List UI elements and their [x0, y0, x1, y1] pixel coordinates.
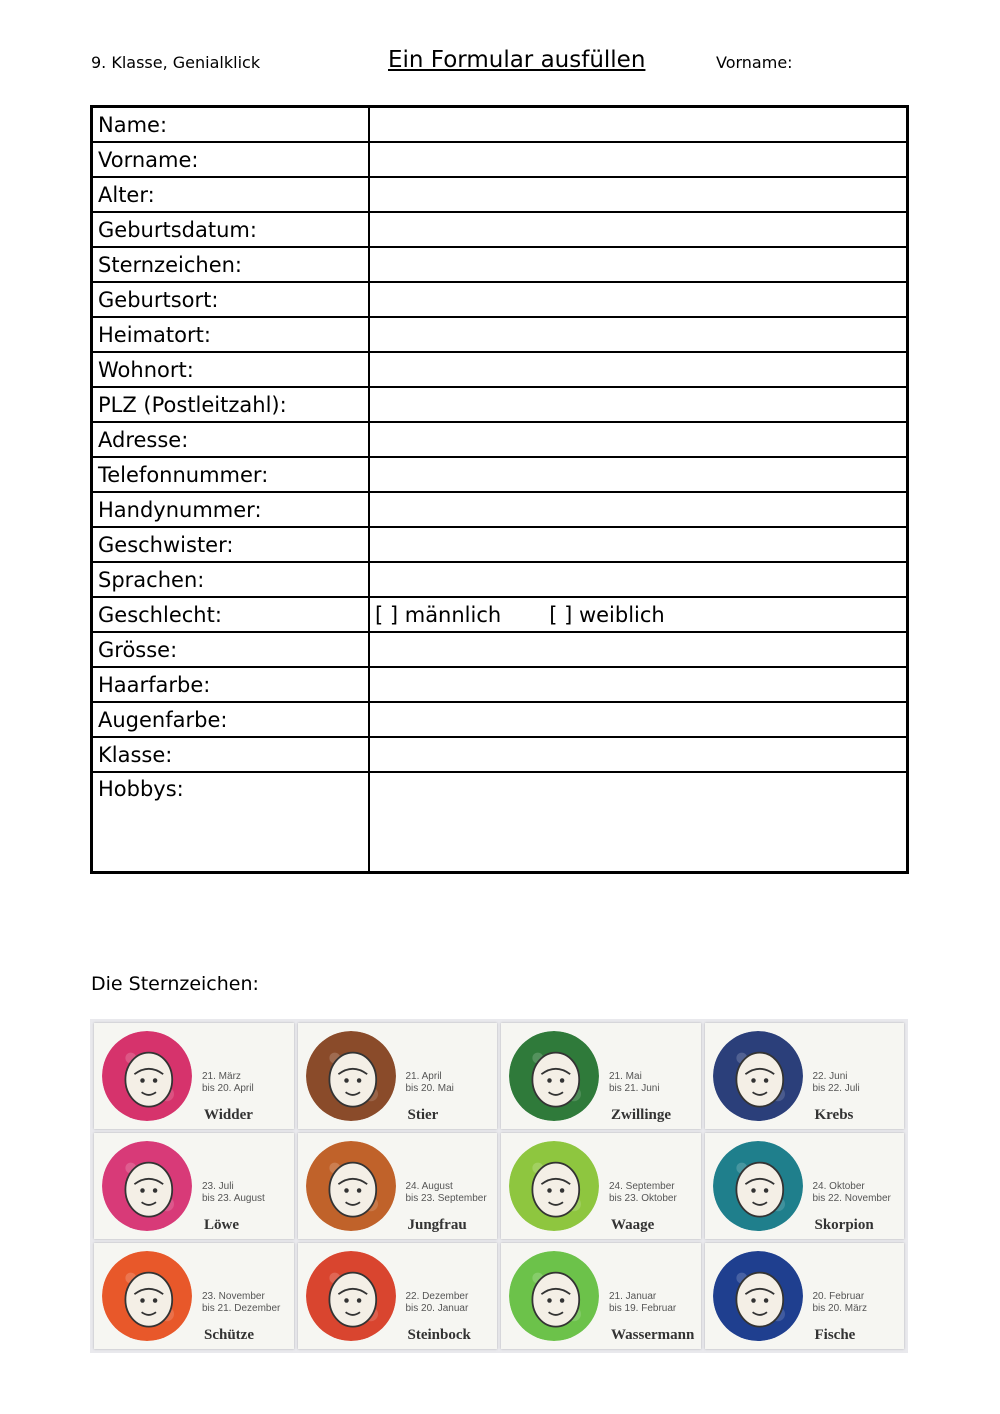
- zodiac-from: 24. Oktober: [812, 1181, 865, 1192]
- field-label: Geschlecht:: [92, 597, 370, 632]
- zodiac-name: Schütze: [204, 1327, 254, 1343]
- crab-icon: [713, 1031, 803, 1121]
- zodiac-to: bis 22. November: [812, 1192, 891, 1204]
- waterbearer-icon: [509, 1251, 599, 1341]
- zodiac-dates: [406, 1181, 487, 1204]
- zodiac-name: Widder: [204, 1107, 253, 1123]
- zodiac-to: bis 21. Juni: [609, 1082, 660, 1094]
- zodiac-card: [705, 1243, 905, 1349]
- form-row: [92, 492, 908, 527]
- zodiac-name: Zwillinge: [611, 1107, 672, 1123]
- field-value[interactable]: [369, 737, 908, 772]
- zodiac-from: 20. Februar: [812, 1291, 865, 1302]
- class-label: 9. Klasse, Genialklick: [91, 53, 261, 72]
- field-label: Telefonnummer:: [92, 457, 370, 492]
- zodiac-dates: [609, 1181, 677, 1204]
- archer-icon: [102, 1251, 192, 1341]
- zodiac-from: 24. August: [405, 1181, 453, 1192]
- zodiac-card: [94, 1243, 294, 1349]
- zodiac-to: bis 22. Juli: [812, 1082, 860, 1094]
- field-label: Geschwister:: [92, 527, 370, 562]
- field-label: Geburtsort:: [92, 282, 370, 317]
- field-label: Vorname:: [92, 142, 370, 177]
- form-row: [92, 772, 908, 873]
- zodiac-card: [501, 1243, 701, 1349]
- field-label: Augenfarbe:: [92, 702, 370, 737]
- field-value[interactable]: [369, 457, 908, 492]
- form-row: [92, 562, 908, 597]
- field-label: Sprachen:: [92, 562, 370, 597]
- field-value[interactable]: [369, 492, 908, 527]
- zodiac-name: Wassermann: [611, 1327, 695, 1343]
- zodiac-card: [705, 1023, 905, 1129]
- zodiac-dates: [813, 1181, 891, 1204]
- form-row: [92, 142, 908, 177]
- field-value[interactable]: [369, 527, 908, 562]
- field-value[interactable]: [369, 387, 908, 422]
- zodiac-card: [94, 1133, 294, 1239]
- form-row: [92, 527, 908, 562]
- zodiac-to: bis 20. April: [202, 1082, 254, 1094]
- zodiac-heading: Die Sternzeichen:: [91, 973, 259, 995]
- zodiac-dates: [609, 1291, 676, 1314]
- field-label: Hobbys:: [92, 772, 370, 873]
- zodiac-name: Krebs: [814, 1107, 854, 1123]
- zodiac-card: [298, 1133, 498, 1239]
- field-label: Sternzeichen:: [92, 247, 370, 282]
- zodiac-from: 23. November: [202, 1291, 265, 1302]
- scales-icon: [509, 1141, 599, 1231]
- form-row: [92, 422, 908, 457]
- zodiac-dates: [202, 1071, 254, 1094]
- zodiac-to: bis 20. März: [812, 1302, 867, 1314]
- gender-option[interactable]: [ ] weiblich: [549, 602, 665, 627]
- form-row: [92, 247, 908, 282]
- form-row: [92, 457, 908, 492]
- zodiac-from: 21. Mai: [609, 1071, 642, 1082]
- zodiac-dates: [609, 1071, 660, 1094]
- zodiac-name: Stier: [407, 1107, 439, 1123]
- field-label: Heimatort:: [92, 317, 370, 352]
- zodiac-to: bis 19. Februar: [609, 1302, 677, 1314]
- zodiac-card: [94, 1023, 294, 1129]
- form-row: [92, 632, 908, 667]
- gender-option[interactable]: [ ] männlich: [375, 602, 502, 627]
- zodiac-name: Waage: [611, 1217, 655, 1233]
- zodiac-from: 21. März: [202, 1071, 241, 1082]
- zodiac-from: 21. April: [405, 1071, 442, 1082]
- zodiac-name: Löwe: [204, 1217, 239, 1233]
- field-value[interactable]: [369, 562, 908, 597]
- field-value[interactable]: [369, 107, 908, 143]
- zodiac-from: 22. Juni: [812, 1071, 848, 1082]
- form-row: [92, 702, 908, 737]
- form-row: [92, 282, 908, 317]
- field-value[interactable]: [369, 212, 908, 247]
- form-row: [92, 107, 908, 143]
- field-label: Handynummer:: [92, 492, 370, 527]
- field-value[interactable]: [369, 667, 908, 702]
- form-row: [92, 387, 908, 422]
- zodiac-card: [705, 1133, 905, 1239]
- field-label: Wohnort:: [92, 352, 370, 387]
- zodiac-card: [298, 1023, 498, 1129]
- zodiac-name: Jungfrau: [407, 1217, 467, 1233]
- field-value[interactable]: [369, 317, 908, 352]
- form-row: [92, 597, 908, 632]
- scorpion-icon: [713, 1141, 803, 1231]
- field-value[interactable]: [369, 177, 908, 212]
- zodiac-card: [501, 1023, 701, 1129]
- zodiac-name: Fische: [814, 1327, 856, 1343]
- zodiac-from: 22. Dezember: [405, 1291, 469, 1302]
- capricorn-icon: [306, 1251, 396, 1341]
- zodiac-from: 24. September: [609, 1181, 675, 1192]
- zodiac-dates: [202, 1291, 280, 1314]
- form-row: [92, 212, 908, 247]
- zodiac-to: bis 23. September: [405, 1192, 487, 1204]
- zodiac-to: bis 20. Mai: [405, 1082, 454, 1094]
- zodiac-from: 23. Juli: [202, 1181, 234, 1192]
- zodiac-from: 21. Januar: [609, 1291, 657, 1302]
- field-value[interactable]: [369, 702, 908, 737]
- page-title: Ein Formular ausfüllen: [388, 47, 646, 73]
- fish-icon: [713, 1251, 803, 1341]
- virgin-icon: [306, 1141, 396, 1231]
- form-row: [92, 737, 908, 772]
- zodiac-name: Steinbock: [407, 1327, 471, 1343]
- field-value[interactable]: [369, 282, 908, 317]
- form-row: [92, 177, 908, 212]
- bull-icon: [306, 1031, 396, 1121]
- zodiac-to: bis 21. Dezember: [202, 1302, 281, 1314]
- field-label: Haarfarbe:: [92, 667, 370, 702]
- field-label: PLZ (Postleitzahl):: [92, 387, 370, 422]
- zodiac-to: bis 20. Januar: [405, 1302, 469, 1314]
- zodiac-dates: [406, 1071, 454, 1094]
- field-label: Grösse:: [92, 632, 370, 667]
- form-row: [92, 352, 908, 387]
- field-value[interactable]: [369, 772, 908, 873]
- zodiac-dates: [813, 1071, 860, 1094]
- zodiac-to: bis 23. Oktober: [609, 1192, 677, 1204]
- form-row: [92, 667, 908, 702]
- zodiac-card: [298, 1243, 498, 1349]
- field-label: Klasse:: [92, 737, 370, 772]
- field-value[interactable]: [369, 352, 908, 387]
- field-label: Alter:: [92, 177, 370, 212]
- field-value[interactable]: [369, 142, 908, 177]
- zodiac-to: bis 23. August: [202, 1192, 265, 1204]
- form-row: [92, 317, 908, 352]
- field-value[interactable]: [369, 597, 908, 632]
- zodiac-name: Skorpion: [814, 1217, 874, 1233]
- field-value[interactable]: [369, 422, 908, 457]
- zodiac-dates: [406, 1291, 469, 1314]
- personal-data-form: [90, 105, 909, 874]
- lion-icon: [102, 1141, 192, 1231]
- firstname-label: Vorname:: [716, 53, 793, 72]
- field-value[interactable]: [369, 632, 908, 667]
- zodiac-image: [90, 1019, 908, 1353]
- field-label: Name:: [92, 107, 370, 143]
- field-label: Adresse:: [92, 422, 370, 457]
- zodiac-dates: [202, 1181, 265, 1204]
- field-value[interactable]: [369, 247, 908, 282]
- zodiac-card: [501, 1133, 701, 1239]
- twins-icon: [509, 1031, 599, 1121]
- form-body: [92, 107, 908, 873]
- ram-icon: [102, 1031, 192, 1121]
- zodiac-dates: [813, 1291, 867, 1314]
- field-label: Geburtsdatum:: [92, 212, 370, 247]
